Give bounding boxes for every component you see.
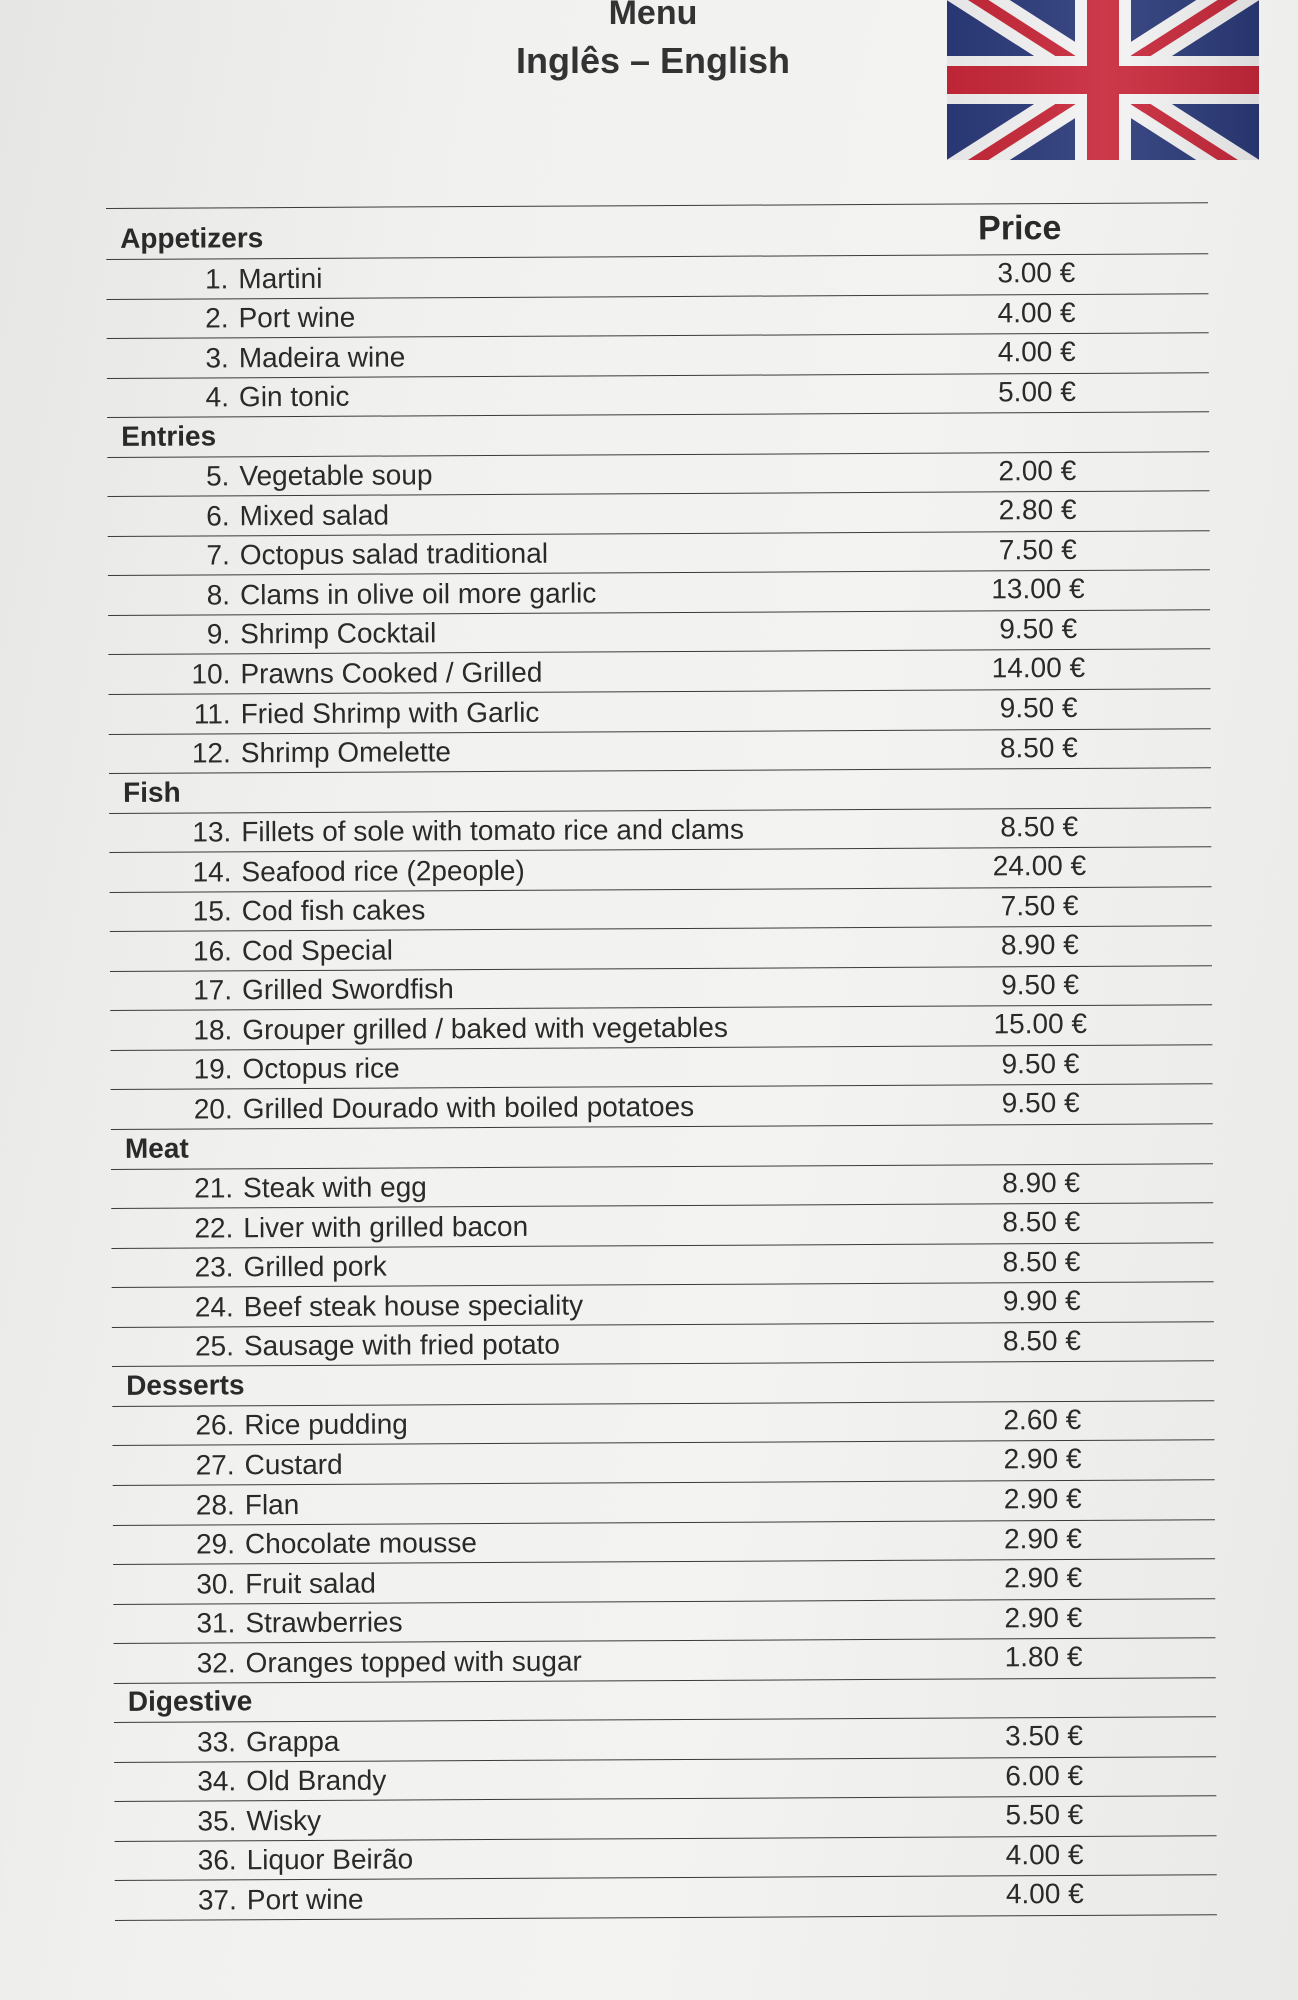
- item-number: 13.: [192, 816, 232, 848]
- menu-item-row: [112, 1322, 1214, 1367]
- item-price: 7.50 €: [998, 533, 1077, 566]
- menu-item-row: [114, 1797, 1216, 1842]
- item-price: 8.50 €: [999, 731, 1078, 763]
- menu-item-row: [110, 927, 1212, 972]
- item-name: Grilled pork: [243, 1250, 387, 1283]
- item-name: Prawns Cooked / Grilled: [240, 656, 543, 690]
- item-price: 5.50 €: [1005, 1799, 1084, 1831]
- section-header-row: [106, 202, 1208, 260]
- menu-item-row: [114, 1717, 1216, 1762]
- item-price: 9.50 €: [1001, 1087, 1080, 1119]
- menu-item-row: [106, 254, 1208, 299]
- item-name: Strawberries: [245, 1606, 403, 1639]
- menu-item-row: [115, 1836, 1217, 1881]
- section-label: Meat: [124, 1132, 189, 1164]
- item-number: 25.: [194, 1330, 235, 1362]
- item-price: 2.80 €: [998, 494, 1077, 526]
- menu-item-row: [111, 1243, 1213, 1288]
- item-name: Seafood rice (2people): [241, 854, 525, 888]
- item-number: 30.: [196, 1567, 236, 1600]
- item-name: Beef steak house speciality: [243, 1289, 584, 1323]
- item-name: Fillets of sole with tomato rice and clams: [241, 813, 744, 848]
- item-price: 9.50 €: [999, 691, 1078, 724]
- item-number: 32.: [196, 1647, 236, 1679]
- item-name: Flan: [244, 1488, 300, 1520]
- item-price: 4.00 €: [997, 336, 1076, 368]
- menu-item-row: [108, 571, 1210, 616]
- section-header-row: [111, 1124, 1213, 1169]
- item-name: Shrimp Omelette: [240, 736, 452, 769]
- section-label: Entries: [121, 420, 217, 452]
- item-price: 14.00 €: [991, 652, 1086, 684]
- item-price: 24.00 €: [992, 850, 1087, 882]
- item-name: Grilled Dourado with boiled potatoes: [242, 1090, 695, 1125]
- menu-item-row: [113, 1520, 1215, 1565]
- item-number: 26.: [195, 1409, 235, 1441]
- item-name: Oranges topped with sugar: [245, 1645, 582, 1678]
- section-label: Digestive: [127, 1685, 253, 1718]
- menu-item-row: [114, 1757, 1216, 1802]
- menu-item-row: [113, 1559, 1215, 1604]
- item-number: 2.: [205, 302, 229, 334]
- item-name: Cod Special: [241, 934, 393, 967]
- item-number: 8.: [206, 579, 231, 611]
- item-price: 8.50 €: [1000, 810, 1079, 842]
- item-price: 2.90 €: [1004, 1601, 1083, 1633]
- item-number: 20.: [193, 1093, 233, 1125]
- item-name: Custard: [244, 1448, 343, 1481]
- item-name: Steak with egg: [243, 1171, 427, 1204]
- item-number: 3.: [205, 342, 229, 374]
- item-price: 4.00 €: [1005, 1838, 1084, 1871]
- menu-item-row: [112, 1441, 1214, 1486]
- item-number: 35.: [197, 1805, 237, 1837]
- menu-item-row: [110, 1006, 1212, 1051]
- item-number: 6.: [206, 500, 230, 532]
- item-price: 1.80 €: [1004, 1641, 1083, 1673]
- menu-item-row: [110, 1045, 1212, 1090]
- menu-item-row: [112, 1282, 1214, 1327]
- item-price: 8.50 €: [1002, 1324, 1081, 1357]
- item-price: 2.90 €: [1003, 1443, 1082, 1475]
- item-number: 28.: [195, 1488, 235, 1521]
- item-price: 13.00 €: [991, 573, 1085, 605]
- item-number: 11.: [193, 697, 231, 730]
- item-price: 8.50 €: [1002, 1206, 1081, 1238]
- item-number: 31.: [196, 1607, 236, 1639]
- item-number: 16.: [192, 935, 232, 967]
- menu-item-row: [108, 492, 1210, 537]
- item-number: 19.: [193, 1053, 233, 1086]
- item-number: 7.: [206, 539, 230, 571]
- item-name: Clams in olive oil more garlic: [239, 577, 597, 611]
- menu-title: Menu: [608, 0, 698, 32]
- item-name: Shrimp Cocktail: [240, 617, 437, 650]
- item-number: 18.: [193, 1014, 233, 1046]
- item-number: 21.: [194, 1172, 234, 1204]
- item-number: 34.: [197, 1765, 237, 1797]
- item-price: 5.00 €: [997, 375, 1076, 407]
- item-number: 27.: [195, 1449, 235, 1481]
- section-label: Appetizers: [120, 222, 264, 254]
- item-name: Mixed salad: [239, 499, 390, 532]
- item-price: 2.00 €: [998, 454, 1077, 487]
- item-number: 10.: [191, 658, 231, 690]
- item-price: 15.00 €: [993, 1008, 1088, 1040]
- item-number: 5.: [205, 460, 230, 492]
- item-price: 4.00 €: [1005, 1878, 1084, 1910]
- item-name: Fried Shrimp with Garlic: [240, 696, 540, 729]
- item-number: 22.: [194, 1212, 234, 1244]
- item-price: 2.90 €: [1003, 1522, 1082, 1554]
- item-name: Liver with grilled bacon: [243, 1210, 529, 1243]
- item-name: Gin tonic: [238, 380, 350, 413]
- item-name: Octopus salad traditional: [239, 538, 549, 571]
- section-label: Fish: [122, 776, 181, 808]
- menu-item-row: [111, 1085, 1213, 1130]
- item-number: 9.: [206, 618, 231, 650]
- menu-item-row: [110, 887, 1212, 932]
- union-jack-icon: [947, 0, 1259, 160]
- item-number: 12.: [191, 737, 231, 769]
- item-price: 9.90 €: [1002, 1285, 1081, 1317]
- menu-item-row: [111, 1203, 1213, 1248]
- menu-item-row: [107, 452, 1209, 497]
- menu-item-row: [109, 689, 1211, 734]
- menu-item-row: [107, 373, 1209, 418]
- section-header-row: [107, 412, 1209, 457]
- item-price: 8.50 €: [1002, 1245, 1081, 1277]
- item-name: Cod fish cakes: [241, 894, 426, 927]
- item-name: Vegetable soup: [239, 459, 433, 492]
- item-price: 9.50 €: [1001, 968, 1080, 1001]
- item-price: 3.50 €: [1004, 1720, 1084, 1752]
- menu-item-row: [109, 808, 1211, 853]
- item-name: Old Brandy: [246, 1764, 387, 1797]
- section-header-row: [112, 1362, 1214, 1407]
- price-column-header: Price: [978, 208, 1062, 248]
- menu-item-row: [114, 1638, 1216, 1683]
- item-price: 2.60 €: [1003, 1403, 1082, 1436]
- item-name: Wisky: [246, 1804, 322, 1837]
- item-price: 9.50 €: [1001, 1047, 1080, 1080]
- menu-item-row: [108, 650, 1210, 695]
- item-name: Fruit salad: [245, 1567, 377, 1599]
- item-number: 1.: [204, 262, 229, 295]
- item-price: 8.90 €: [1002, 1166, 1081, 1198]
- item-name: Liquor Beirão: [246, 1843, 414, 1876]
- item-price: 2.90 €: [1003, 1482, 1082, 1515]
- menu-item-row: [107, 333, 1209, 378]
- item-name: Port wine: [246, 1883, 364, 1916]
- item-price: 7.50 €: [1000, 889, 1079, 922]
- item-number: 24.: [194, 1291, 234, 1323]
- item-name: Port wine: [238, 301, 356, 334]
- menu-item-row: [113, 1480, 1215, 1525]
- item-price: 3.00 €: [997, 256, 1076, 289]
- section-header-row: [114, 1678, 1216, 1723]
- item-price: 6.00 €: [1005, 1759, 1084, 1792]
- item-number: 23.: [194, 1251, 234, 1283]
- item-name: Madeira wine: [238, 341, 406, 373]
- item-price: 2.90 €: [1004, 1561, 1083, 1594]
- item-number: 17.: [193, 974, 233, 1006]
- item-number: 37.: [197, 1884, 237, 1916]
- menu-item-row: [109, 729, 1211, 774]
- item-price: 4.00 €: [997, 296, 1076, 328]
- item-number: 4.: [205, 381, 230, 413]
- menu-item-row: [108, 531, 1210, 576]
- section-label: Desserts: [126, 1369, 245, 1401]
- item-name: Grouper grilled / baked with vegetables: [242, 1011, 729, 1046]
- menu-item-row: [113, 1599, 1215, 1644]
- item-name: Grappa: [245, 1725, 340, 1758]
- item-number: 36.: [197, 1844, 237, 1876]
- item-number: 14.: [192, 856, 232, 888]
- item-number: 15.: [192, 895, 232, 927]
- item-name: Grilled Swordfish: [242, 973, 454, 1006]
- item-price: 9.50 €: [999, 612, 1078, 645]
- item-name: Octopus rice: [242, 1052, 400, 1085]
- menu-item-row: [108, 610, 1210, 655]
- menu-item-row: [106, 294, 1208, 339]
- item-price: 8.90 €: [1000, 929, 1079, 961]
- section-header-row: [109, 768, 1211, 813]
- item-name: Rice pudding: [244, 1408, 408, 1441]
- item-name: Sausage with fried potato: [243, 1328, 561, 1362]
- menu-item-row: [109, 847, 1211, 892]
- item-number: 29.: [195, 1528, 236, 1560]
- menu-item-row: [112, 1401, 1214, 1446]
- item-number: 33.: [197, 1726, 237, 1758]
- menu-item-row: [110, 966, 1212, 1011]
- menu-table: [106, 202, 1217, 1921]
- item-name: Martini: [238, 262, 323, 294]
- item-name: Chocolate mousse: [244, 1527, 477, 1560]
- menu-subtitle: Inglês – English: [515, 40, 791, 81]
- menu-item-row: [115, 1876, 1217, 1921]
- menu-item-row: [111, 1164, 1213, 1209]
